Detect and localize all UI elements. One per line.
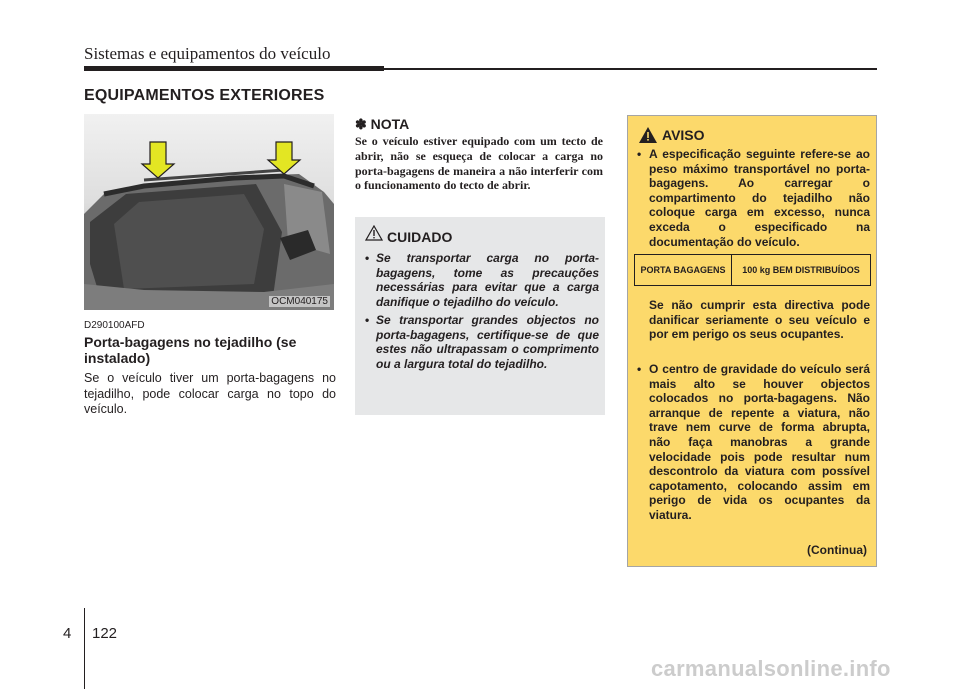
caution-triangle-icon — [365, 225, 383, 241]
warning-item — [636, 362, 870, 523]
pointer-arrows — [84, 114, 334, 310]
body-paragraph: Se o veículo tiver um porta-bagagens no tejadilho, pode colocar carga no topo do veículo. — [84, 371, 336, 416]
spec-value: 100 kg BEM DISTRIBUÍDOS — [732, 255, 871, 286]
spec-label: PORTA BAGAGENS — [635, 255, 732, 286]
footer-rule — [84, 608, 85, 689]
caution-item: • Se transportar carga no porta-bagagens, tome as precauções necessárias para evitar que a carga danifique o tejadilho do veículo. — [363, 251, 599, 309]
arrow-right-icon — [268, 142, 300, 174]
figure-caption: OCM040175 — [271, 296, 328, 307]
caution-list — [363, 251, 599, 375]
header-rule — [384, 68, 877, 70]
section-code: D290100AFD — [84, 320, 145, 331]
bullet: • — [637, 362, 642, 376]
warning-title: AVISO — [662, 127, 705, 143]
nota-title: ✽ NOTA — [355, 116, 410, 132]
spec-table — [634, 254, 871, 286]
warning-box — [627, 115, 877, 567]
header-bar — [84, 66, 384, 71]
roof-rack-figure — [84, 114, 334, 310]
nota-text: Se o veículo estiver equipado com um tecto de abrir, não se esqueça de colocar a carga no porta-bagagens de maneira a não interferir com o funcionamento do tecto de abrir. — [355, 134, 603, 193]
page-number: 122 — [92, 625, 118, 642]
chapter-number: 4 — [63, 625, 72, 642]
running-header: Sistemas e equipamentos do veículo — [84, 44, 331, 63]
caution-item: • Se transportar grandes objectos no porta-bagagens, certifique-se de que estes não ultrapassam o comprimento ou a largura total do tejadilho. — [363, 313, 599, 371]
continued-label: (Continua) — [807, 543, 867, 557]
caution-title: CUIDADO — [387, 229, 453, 245]
bullet: • — [637, 147, 642, 161]
warning-intro: A especificação seguinte refere-se ao peso máximo transportável no porta-bagagens. Ao carregar o compartimento do tejadilho não coloque carga em excesso, nunca exceda o especificado na documentação do veículo. — [649, 147, 870, 249]
section-title: EQUIPAMENTOS EXTERIORES — [84, 87, 325, 104]
warning-after-table: Se não cumprir esta directiva pode danificar seriamente o seu veículo e por em perigo os seus ocupantes. — [649, 298, 870, 342]
warning-item — [636, 147, 870, 249]
warning-item-2: O centro de gravidade do veículo será mais alto se houver objectos colocados no porta-bagagens. Não arranque de repente a viatura, não trave nem curve de forma abrupta, não faça manobras a grande velocidade pois pode resultar num descontrolo da viatura com possível capotamento, colocando assim em perigo de vida os ocupantes da viatura. — [649, 362, 870, 522]
watermark: carmanualsonline.info — [651, 656, 891, 681]
subheading: Porta-bagagens no tejadilho (se instalado) — [84, 334, 297, 366]
warning-triangle-icon — [638, 126, 658, 144]
caution-box — [355, 217, 605, 415]
arrow-left-icon — [142, 142, 174, 178]
